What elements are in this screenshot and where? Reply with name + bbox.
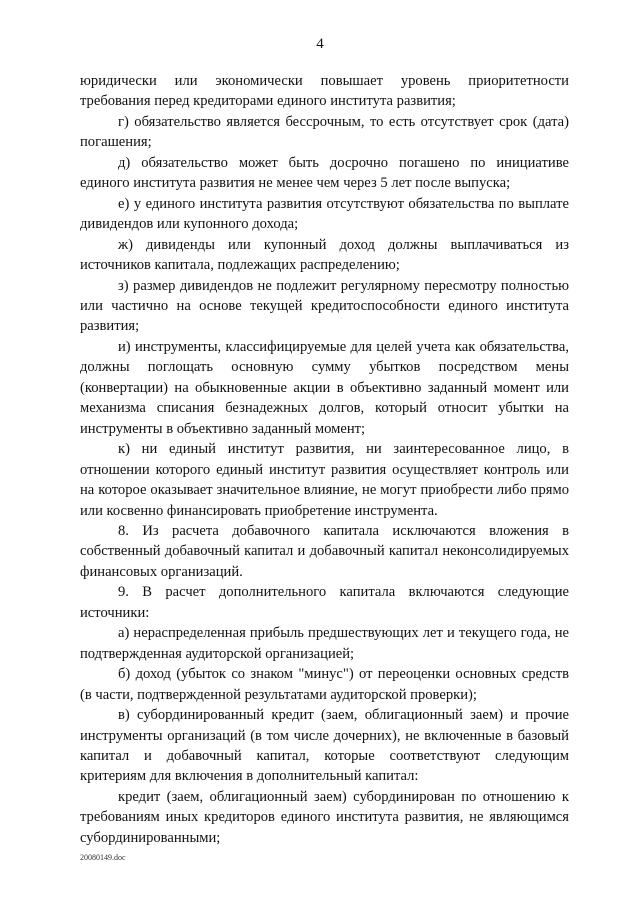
paragraph-continuation: юридически или экономически повышает уровень приоритетности требования перед кредиторами единого института развития; bbox=[80, 73, 569, 110]
paragraph-item-zh: ж) дивиденды или купонный доход должны выплачиваться из источников капитала, подлежащих распределению; bbox=[80, 236, 569, 274]
paragraph-criterion: кредит (заем, облигационный заем) субординирован по отношению к требованиям иных кредиторов единого института развития, не являющимся субординированными; bbox=[80, 788, 569, 846]
paragraph-item-b: б) доход (убыток со знаком "минус") от переоценки основных средств (в части, подтвержденной результатами аудиторской проверки); bbox=[80, 666, 569, 703]
page-number: 4 bbox=[316, 36, 324, 52]
paragraph-item-a: а) нераспределенная прибыль предшествующих лет и текущего года, не подтвержденная аудиторской организацией; bbox=[80, 625, 569, 662]
paragraph-item-d: д) обязательство может быть досрочно погашено по инициативе единого института развития не менее чем через 5 лет после выпуска; bbox=[80, 154, 569, 192]
paragraph-item-g: г) обязательство является бессрочным, то есть отсутствует срок (дата) погашения; bbox=[80, 113, 569, 151]
paragraph-item-v: в) субординированный кредит (заем, облигационный заем) и прочие инструменты организаций (в том числе дочерних), не включенные в базовый капитал и добавочный капитал, которые соответствуют следующим критериям для включения в дополнительный капитал: bbox=[80, 707, 569, 785]
paragraph-item-k: к) ни единый институт развития, ни заинтересованное лицо, в отношении которого единый институт развития осуществляет контроль или на которое оказывает значительное влияние, не могут приобрести либо прямо или косвенно финансировать приобретение инструмента. bbox=[80, 441, 569, 519]
paragraph-item-i: и) инструменты, классифицируемые для целей учета как обязательства, должны поглощать основную сумму убытков посредством мены (конвертации) на обыкновенные акции в объективно заданный момент или механизма списания безнадежных долгов, который относит убытки на инструменты в объективно заданный момент; bbox=[80, 338, 569, 437]
page-body bbox=[80, 71, 569, 848]
paragraph-clause-8: 8. Из расчета добавочного капитала исключаются вложения в собственный добавочный капитал и добавочный капитал неконсолидируемых финансовых организаций. bbox=[80, 522, 569, 580]
paragraph-clause-9: 9. В расчет дополнительного капитала включаются следующие источники: bbox=[80, 584, 569, 621]
paragraph-item-z: з) размер дивидендов не подлежит регулярному пересмотру полностью или частично на основе текущей кредитоспособности единого института развития; bbox=[80, 277, 569, 335]
footer-file-name: 20080149.doc bbox=[80, 853, 126, 862]
paragraph-item-e: е) у единого института развития отсутствуют обязательства по выплате дивидендов или купонного дохода; bbox=[80, 195, 569, 233]
